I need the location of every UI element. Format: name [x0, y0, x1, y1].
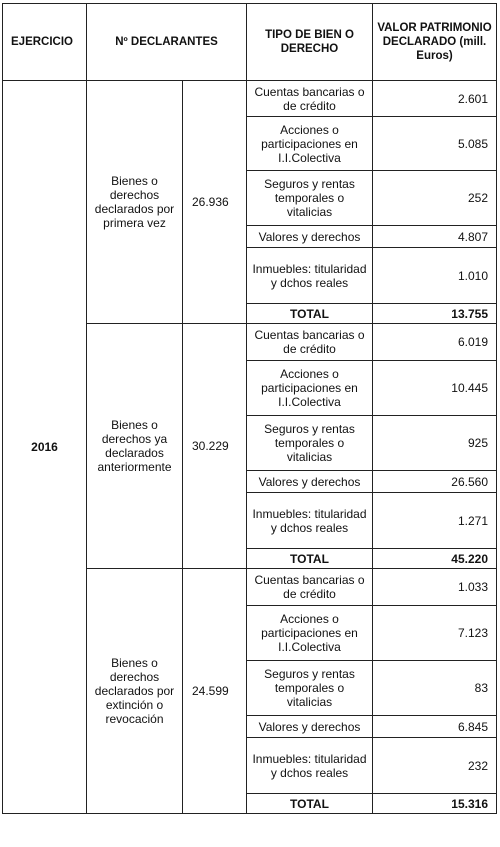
tipo-cell: Cuentas bancarias o de crédito [247, 81, 373, 117]
valor-cell: 4.807 [373, 226, 497, 248]
tipo-cell: Inmuebles: titularidad y dchos reales [247, 493, 373, 549]
total-label: TOTAL [247, 549, 373, 569]
header-row [3, 4, 497, 81]
tipo-cell: Cuentas bancarias o de crédito [247, 324, 373, 361]
tipo-cell: Valores y derechos [247, 226, 373, 248]
header-tipo: TIPO DE BIEN O DERECHO [247, 4, 373, 81]
tipo-cell: Cuentas bancarias o de crédito [247, 569, 373, 606]
tipo-cell: Acciones o participaciones en I.I.Colectiva [247, 117, 373, 171]
valor-cell: 1.010 [373, 248, 497, 304]
total-label: TOTAL [247, 304, 373, 324]
group-count: 26.936 [183, 81, 247, 324]
ejercicio-cell: 2016 [3, 81, 87, 814]
total-value: 13.755 [373, 304, 497, 324]
valor-cell: 7.123 [373, 606, 497, 661]
tipo-cell: Valores y derechos [247, 471, 373, 493]
valor-cell: 2.601 [373, 81, 497, 117]
tipo-cell: Seguros y rentas temporales o vitalicias [247, 661, 373, 716]
group-count: 30.229 [183, 324, 247, 569]
total-label: TOTAL [247, 794, 373, 814]
valor-cell: 232 [373, 738, 497, 794]
tipo-cell: Seguros y rentas temporales o vitalicias [247, 171, 373, 226]
valor-cell: 5.085 [373, 117, 497, 171]
valor-cell: 1.033 [373, 569, 497, 606]
tipo-cell: Valores y derechos [247, 716, 373, 738]
header-ejercicio: EJERCICIO [3, 4, 87, 81]
declaration-table [2, 3, 497, 814]
tipo-cell: Acciones o participaciones en I.I.Colectiva [247, 361, 373, 416]
valor-cell: 83 [373, 661, 497, 716]
group-label: Bienes o derechos declarados por primera vez [87, 81, 183, 324]
group-count: 24.599 [183, 569, 247, 814]
group-label: Bienes o derechos declarados por extinción o revocación [87, 569, 183, 814]
tipo-cell: Acciones o participaciones en I.I.Colectiva [247, 606, 373, 661]
valor-cell: 10.445 [373, 361, 497, 416]
total-value: 45.220 [373, 549, 497, 569]
valor-cell: 925 [373, 416, 497, 471]
tipo-cell: Seguros y rentas temporales o vitalicias [247, 416, 373, 471]
valor-cell: 252 [373, 171, 497, 226]
header-declarantes: Nº DECLARANTES [87, 4, 247, 81]
header-valor: VALOR PATRIMONIO DECLARADO (mill. Euros) [373, 4, 497, 81]
tipo-cell: Inmuebles: titularidad y dchos reales [247, 248, 373, 304]
table-row [3, 81, 497, 117]
valor-cell: 6.845 [373, 716, 497, 738]
valor-cell: 26.560 [373, 471, 497, 493]
valor-cell: 1.271 [373, 493, 497, 549]
group-label: Bienes o derechos ya declarados anteriormente [87, 324, 183, 569]
total-value: 15.316 [373, 794, 497, 814]
valor-cell: 6.019 [373, 324, 497, 361]
tipo-cell: Inmuebles: titularidad y dchos reales [247, 738, 373, 794]
